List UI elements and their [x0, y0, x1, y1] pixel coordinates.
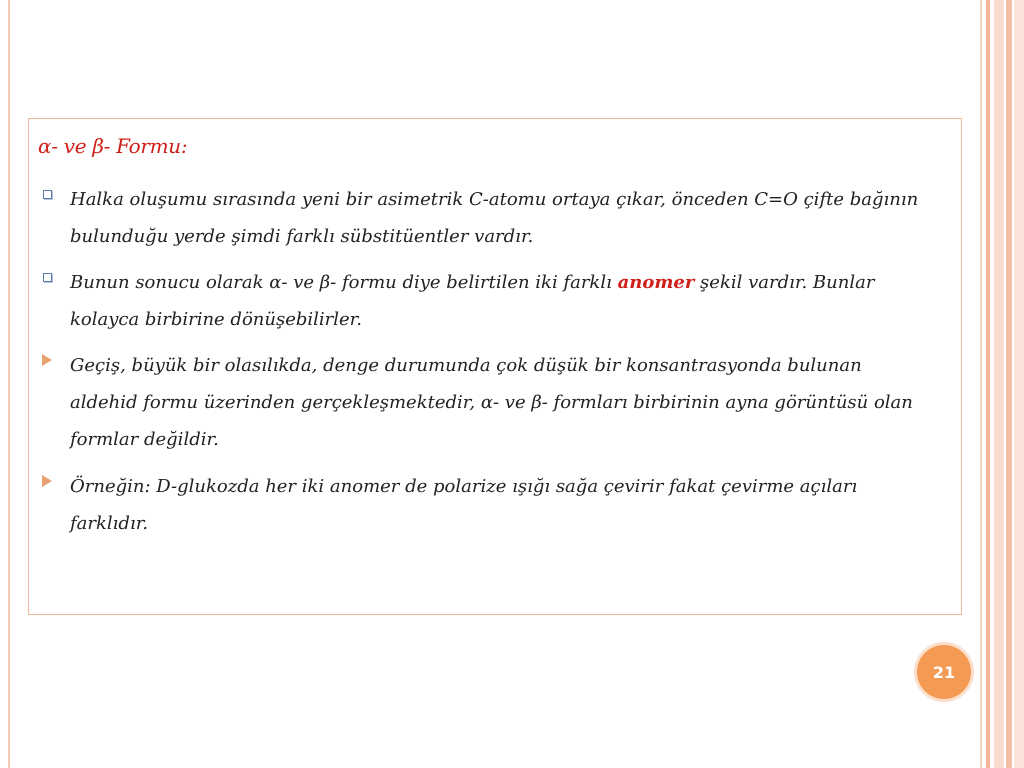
list-item-text: Örneğin: D-glukozda her iki anomer de polarize ışığı sağa çevirir fakat çevirme açıları farklıdır. [70, 476, 858, 534]
list-item [40, 468, 920, 542]
anomer-highlight: anomer [617, 272, 695, 293]
list-item [40, 347, 920, 458]
slide-heading: α- ve β- Formu: [38, 134, 188, 158]
arrow-bullet-icon [40, 353, 54, 367]
checkbox-bullet-icon [40, 187, 54, 201]
checkbox-bullet-icon [40, 270, 54, 284]
list-item-text: Halka oluşumu sırasında yeni bir asimetrik C-atomu ortaya çıkar, önceden C=O çifte bağının bulunduğu yerde şimdi farklı sübstitüentler vardır. [70, 189, 919, 247]
left-decor-line [8, 0, 10, 768]
list-item-text [70, 264, 920, 338]
page-number-badge: 21 [914, 642, 974, 702]
list-item-text: Geçiş, büyük bir olasılıkda, denge durumunda çok düşük bir konsantrasyonda bulunan aldehid formu üzerinden gerçekleşmektedir, α- ve β- formları birbirinin ayna görüntüsü olan formlar değildir. [70, 355, 913, 450]
right-decor-stripes [980, 0, 1024, 768]
list-item-text-pre: Bunun sonucu olarak α- ve β- formu diye belirtilen iki farklı [70, 272, 618, 293]
list-item-text-post: şekil vardır. Bunlar kolayca birbirine dönüşebilirler. [70, 272, 875, 330]
arrow-bullet-icon [40, 474, 54, 488]
list-item [40, 181, 920, 255]
list-item [40, 264, 920, 338]
